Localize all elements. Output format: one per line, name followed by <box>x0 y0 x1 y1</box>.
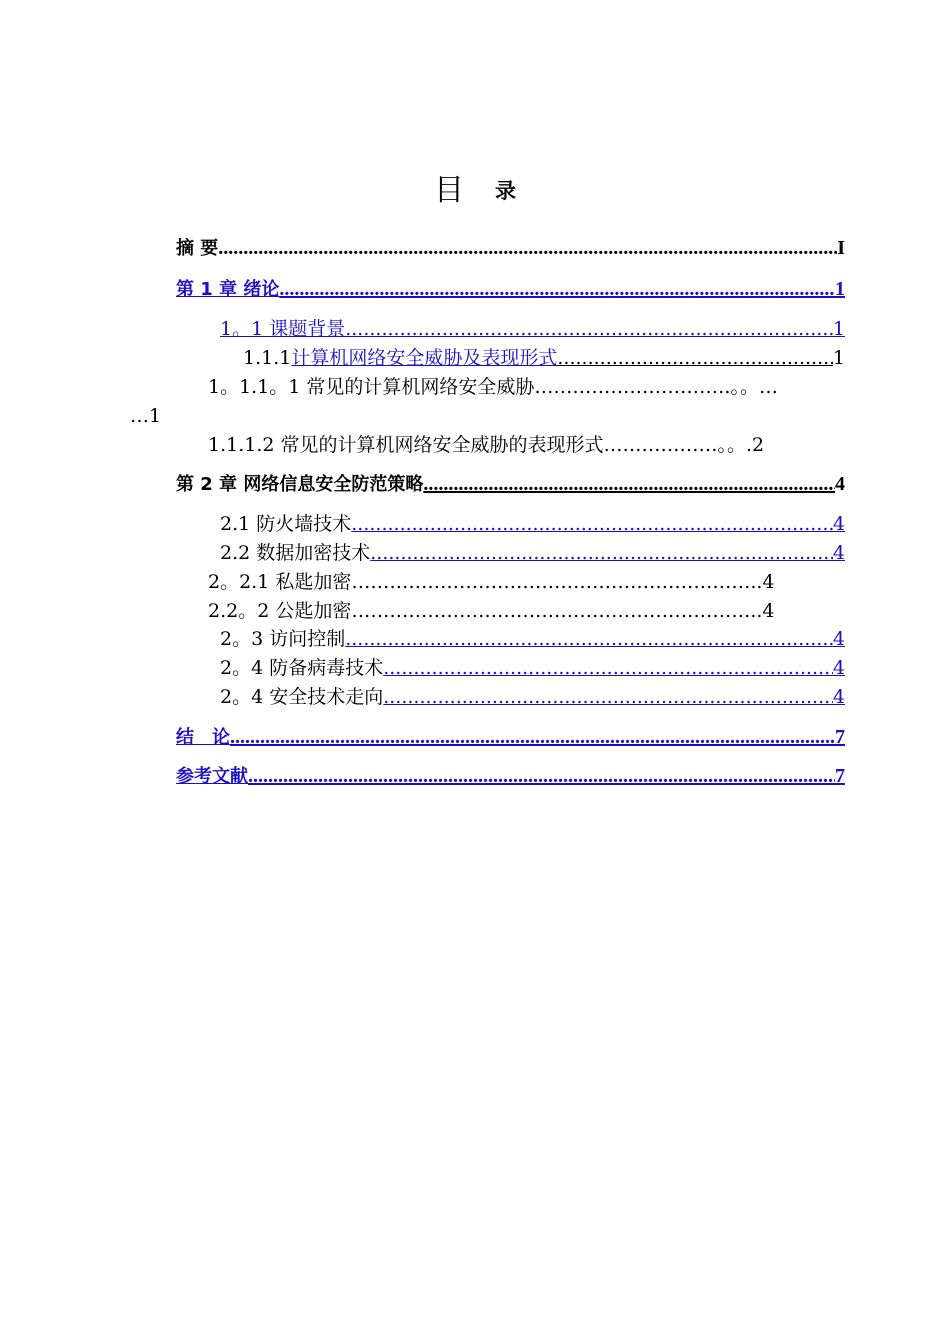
toc-page-number: 4 <box>832 686 845 708</box>
toc-leader <box>383 656 833 680</box>
toc-leader <box>248 764 835 788</box>
toc-page-number: 1 <box>832 318 845 340</box>
toc-leader <box>345 627 833 651</box>
toc-entry-2-1[interactable] <box>220 512 845 536</box>
toc-entry-chapter-2[interactable] <box>176 472 845 497</box>
toc-page-number: 1 <box>835 278 845 300</box>
toc-page-number: 4 <box>832 542 845 564</box>
toc-entry-1-1-1-1: 1。1.1。1 常见的计算机网络安全威胁………………………….。。… <box>208 376 778 398</box>
toc-entry-abstract[interactable] <box>176 236 845 261</box>
toc-entry-2-2-2: 2.2。2 公匙加密………………………………………………………..4 <box>208 600 775 622</box>
toc-page-number: 4 <box>832 513 845 535</box>
toc-entry-2-4-trend[interactable] <box>220 685 845 709</box>
toc-page-number: 7 <box>835 765 845 787</box>
toc-entry-label: 2.1 防火墙技术 <box>220 513 352 535</box>
toc-entry-label: 计算机网络安全威胁及表现形式 <box>291 347 558 369</box>
toc-entry-1-1-1-1-continuation: …1 <box>130 405 162 427</box>
toc-entry-2-3[interactable] <box>220 627 845 651</box>
toc-leader <box>383 685 833 709</box>
toc-title-part1: 目 <box>433 173 464 208</box>
toc-entry-label: 2.2 数据加密技术 <box>220 542 371 564</box>
toc-page-number: 1 <box>832 347 845 369</box>
toc-entry-label: 2。4 防备病毒技术 <box>220 657 384 679</box>
toc-entry-2-2[interactable] <box>220 541 845 565</box>
toc-entry-label: 摘 要 <box>176 238 219 259</box>
toc-entry-conclusion[interactable] <box>176 725 845 750</box>
toc-entry-label: 第 2 章 网络信息安全防范策略 <box>176 474 424 495</box>
toc-page-number: 4 <box>835 473 845 495</box>
toc-entry-label: 参考文献 <box>176 766 248 787</box>
toc-page-number: 4 <box>832 628 845 650</box>
toc-page-number: I <box>837 237 845 259</box>
toc-entry-label: 2。3 访问控制 <box>220 628 346 650</box>
toc-leader <box>230 725 835 749</box>
toc-title-part2: 录 <box>495 179 517 203</box>
toc-entry-label: 1。1 课题背景 <box>220 318 346 340</box>
toc-entry-label: 第 1 章 绪论 <box>176 279 280 300</box>
toc-entry-1-1-1-2: 1.1.1.2 常见的计算机网络安全威胁的表现形式………………。。.2 <box>208 434 765 456</box>
toc-entry-1-1[interactable] <box>220 317 845 341</box>
toc-entry-label: 2。4 安全技术走向 <box>220 686 384 708</box>
toc-page-number: 4 <box>832 657 845 679</box>
toc-entry-references[interactable] <box>176 764 845 789</box>
toc-entry-2-4-antivirus[interactable] <box>220 656 845 680</box>
toc-leader <box>423 472 835 496</box>
toc-title <box>0 165 950 209</box>
toc-entry-1-1-1[interactable] <box>243 346 845 370</box>
toc-leader <box>218 236 837 260</box>
toc-page-number: 7 <box>835 726 845 748</box>
toc-leader <box>345 317 833 341</box>
toc-leader <box>370 541 833 565</box>
toc-leader <box>279 277 835 301</box>
toc-entry-label: 结 论 <box>176 727 230 748</box>
toc-entry-prefix: 1.1.1 <box>243 347 292 369</box>
toc-entry-2-2-1: 2。2.1 私匙加密………………………………………………………..4 <box>208 571 775 593</box>
toc-leader <box>351 512 833 536</box>
toc-leader <box>557 346 833 370</box>
toc-entry-chapter-1[interactable] <box>176 277 845 302</box>
